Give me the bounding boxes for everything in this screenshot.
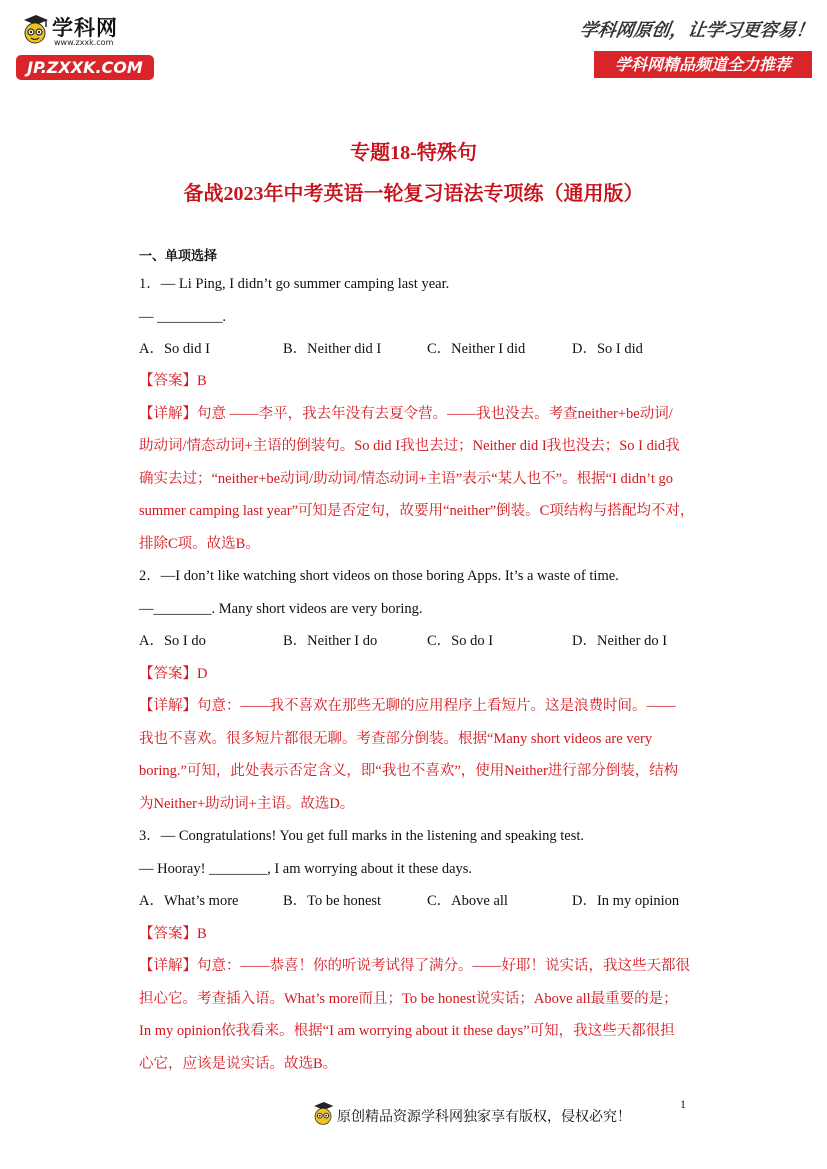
explanation-line: 我也不喜欢。很多短片都很无聊。考查部分倒装。根据“Many short videos are very [139,731,653,747]
explanation-line: 助动词/情态动词+主语的倒装句。So did I我也去过；Neither did I我也没去；So I did我 [139,438,680,454]
explanation-line: 排除C项。故选B。 [139,536,260,552]
document-title: 专题18-特殊句 [350,142,477,164]
option-c: C．So do I [427,633,494,649]
footer-copyright: 原创精品资源学科网独家享有版权，侵权必究！ [337,1110,631,1125]
option-a: A．So did I [139,341,210,357]
explanation-line: summer camping last year”可知是否定句，故要用“neither”倒装。C项结构与搭配均不对， [139,503,695,519]
question-stem: 1．— Li Ping, I didn’t go summer camping last year. [139,276,450,292]
option-d: D．Neither do I [572,633,668,649]
explanation-line: In my opinion依我看来。根据“I am worrying about it these days”可知，我这些天都很担 [139,1023,675,1039]
question-reply: — Hooray! ________, I am worrying about it these days. [139,861,473,877]
logo-url: www.zxxk.com [54,38,114,47]
option-d: D．So I did [572,341,643,357]
option-d: D．In my opinion [572,893,680,909]
page-number: 1 [680,1097,686,1111]
document-subtitle: 备战2023年中考英语一轮复习语法专项练（通用版） [183,183,644,205]
explanation-line: 担心它。考查插入语。What’s more而且；To be honest说实话；Above all最重要的是； [139,991,678,1007]
option-b: B．Neither I do [283,633,378,649]
question-reply: —________. Many short videos are very boring. [139,601,423,617]
section-heading: 一、单项选择 [139,249,218,264]
explanation-line: 【详解】句意 ——李平，我去年没有去夏令营。——我也没去。考查neither+be动词/ [139,406,673,422]
mascot-icon [311,1100,335,1128]
option-c: C．Neither I did [427,341,526,357]
explanation-line: 心它，应该是说实话。故选B。 [139,1056,338,1072]
explanation-line: 确实去过；“neither+be动词/助动词/情态动词+主语”表示“某人也不”。根据“I didn’t go [139,471,673,487]
mascot-icon [20,14,50,46]
option-b: B．To be honest [283,893,382,909]
explanation-line: 为Neither+助动词+主语。故选D。 [139,796,355,812]
answer: 【答案】D [139,666,208,682]
logo-name: 学科网 [52,16,118,40]
explanation-line: 【详解】句意：——恭喜！你的听说考试得了满分。——好耶！说实话，我这些天都很 [139,958,690,974]
explanation-line: 【详解】句意：——我不喜欢在那些无聊的应用程序上看短片。这是浪费时间。—— [139,698,676,714]
answer: 【答案】B [139,926,207,942]
logo-badge: JP.ZXXK.COM [16,55,154,80]
option-b: B．Neither did I [283,341,382,357]
option-a: A．So I do [139,633,206,649]
answer: 【答案】B [139,373,207,389]
header-slogan: 学科网原创，让学习更容易！ [578,20,816,41]
promo-banner: 学科网精品频道全力推荐 [594,51,812,78]
question-stem: 3．— Congratulations! You get full marks in the listening and speaking test. [139,828,585,844]
question-reply: — _________. [139,309,226,325]
question-stem: 2．—I don’t like watching short videos on those boring Apps. It’s a waste of time. [139,568,619,584]
option-a: A．What’s more [139,893,239,909]
option-c: C．Above all [427,893,508,909]
explanation-line: boring.”可知，此处表示否定含义，即“我也不喜欢”，使用Neither进行部分倒装，结构 [139,763,679,779]
